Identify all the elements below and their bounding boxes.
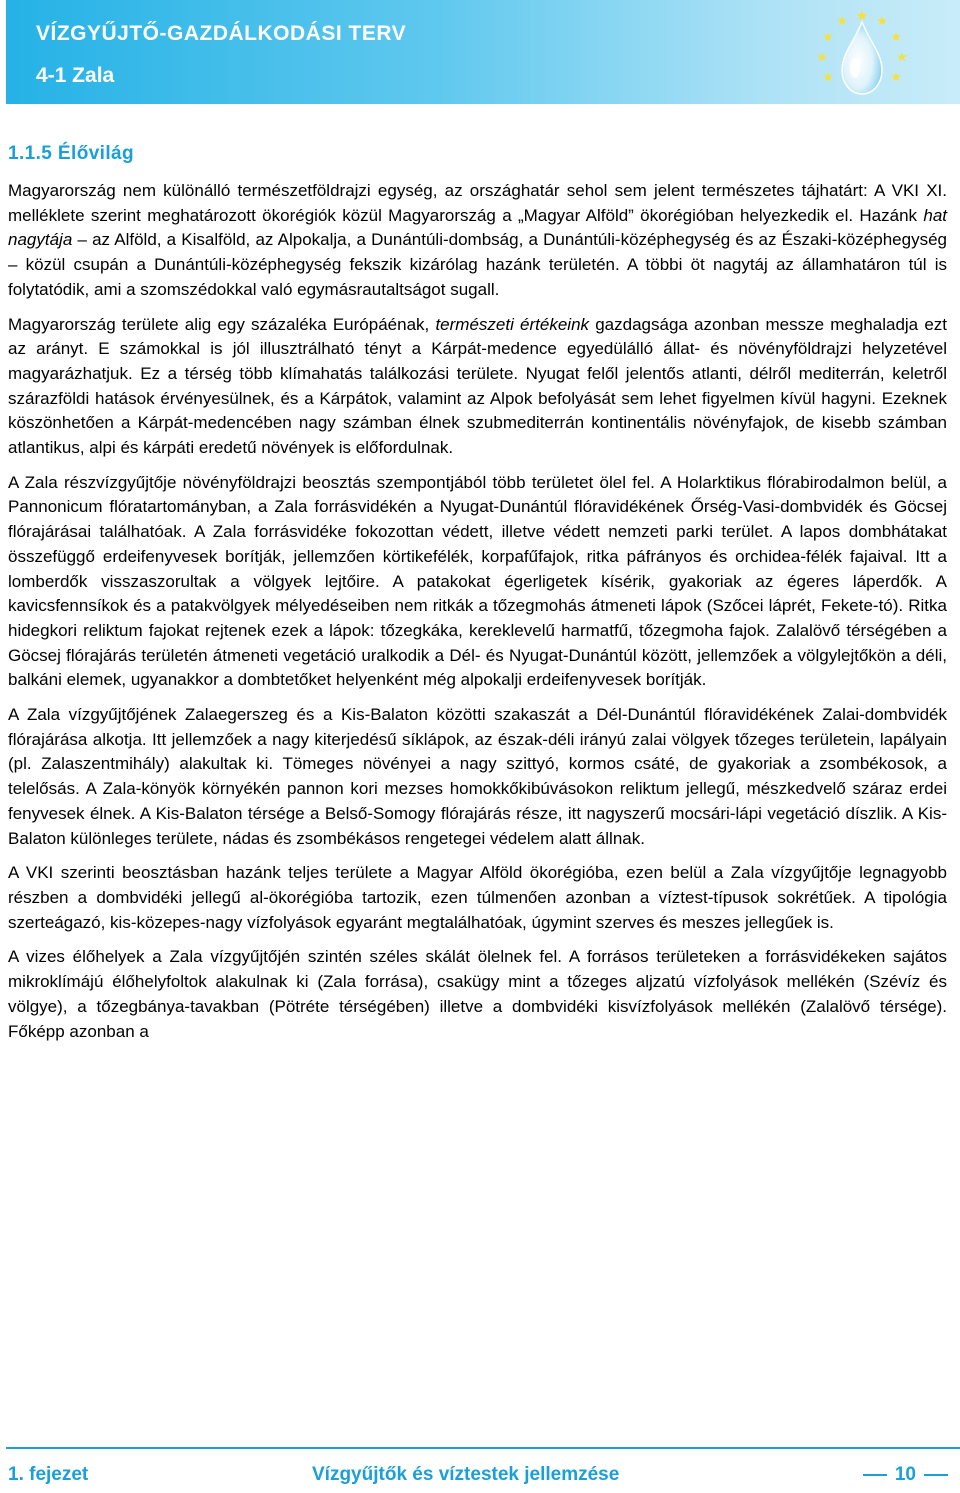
paragraph-5: A VKI szerinti beosztásban hazánk teljes területe a Magyar Alföld ökorégióba, ezen belül a Zala vízgyűjtője legnagyobb részben a dombvidéki jellegű al-ökorégióba tartozik, ezen túlmenően azonban a víztest-típusok sokrétűek. A tipológia szerteágazó, kis-közepes-nagy vízfolyások egyaránt megtalálhatóak, úgymint szerves és meszes jellegűek is. <box>8 863 947 932</box>
paragraph-1: Magyarország nem különálló természetföldrajzi egység, az országhatár sehol sem jelent természetes tájhatárt: A VKI XI. melléklete szerint meghatározott ökorégiók közül Magyarország a „Magyar Alföld” ökorégióban helyezkedik el. Hazánk hat nagytája – az Alföld, a Kisalföld, az Alpokalja, a Dunántúli-dombság, a Dunántúli-középhegység és az Északi-középhegység – közül csupán a Dunántúli-középhegység fekszik kizárólag hazánk területén. A többi öt nagytáj az államhatáron túl is folytatódik, ami a szomszédokkal való egymásrautaltságot sugall. <box>8 181 947 299</box>
paragraph-4: A Zala vízgyűjtőjének Zalaegerszeg és a Kis-Balaton közötti szakaszát a Dél-Dunántúl flóravidékének Zalai-dombvidék flórajárása alkotja. Itt jellemzőek a nagy kiterjedésű síklápok, az észak-déli irányú zalai völgyek tőzeges területein, lapályain (pl. Zalaszentmihály) alakultak ki. Tömeges növényei a nagy szittyó, kormos csáté, de gyakoriak a zsombékosok, a telelősás. A Zala-könyök környékén pannon kori mezses homokkőkibúvásokon reliktum jellegű, mészkedvelő száraz erdei fenyvesek élnek. A Kis-Balaton térsége a Belső-Somogy flórajárás része, itt nagyszerű mocsári-lápi vegetáció díszlik. A Kis-Balaton különleges területe, nádas és zsombékásos rengetegei védelem alatt állnak. <box>8 705 947 848</box>
footer-chapter: 1. fejezet <box>8 1464 89 1485</box>
dash-decoration <box>924 1474 948 1476</box>
page-footer <box>8 1464 948 1490</box>
document-subtitle: 4-1 Zala <box>36 64 115 87</box>
dash-decoration <box>863 1474 887 1476</box>
paragraph-6: A vizes élőhelyek a Zala vízgyűjtőjén szintén széles skálát ölelnek fel. A forrásos területeken a forrásvidékeken sajátos mikroklímájú élőhelyfoltok alakulnak ki (Zala forrása), csakügy mint a tőzeges aljzatú vízfolyások mellékén (Szévíz és völgye), a tőzegbánya-tavakban (Pötréte térségében) illetve a dombvidéki kisvízfolyások mellékén (Zalalövő térsége). Főképp azonban a <box>8 947 947 1041</box>
footer-page-number: 10 <box>863 1464 948 1486</box>
paragraph-3: A Zala részvízgyűjtője növényföldrajzi beosztás szempontjából több területet ölel fel. A Holarktikus flórabirodalmon belül, a Pannonicum flóratartományban, a Zala forrásvidékén a Nyugat-Dunántúl flóravidékének Őrség-Vasi-dombvidék és Göcsej flórajárásai találhatóak. A Zala forrásvidéke fokozottan védett, illetve védett nemzeti parki terület. A lapos dombhátakat összefüggő erdeifenyvesek borítják, jellemzően körtikefélék, korpafűfajok, ritka páfrányos és orchidea-félék fajaival. Itt a lomberdők visszaszorultak a völgyek lejtőire. A patakokat égerligetek kísérik, gyakoriak az égeres láperdők. A kavicsfennsíkok és a patakvölgyek mélyedéseiben nem ritkák a tőzegmohás átmeneti lápok (Szőcei láprét, Fekete-tó). Ritka hidegkori reliktum fajokat rejtenek ezek a lápok: tőzegkáka, kereklevelű harmatfű, tőzegmoha fajok. Zalalövő térségében a Göcsej flórajárás területén átmeneti vegetáció uralkodik a Dél- és Nyugat-Dunántúl között, jellemzőek a völgylejtőkön a déli, balkáni elemek, ugyanakkor a dombtetőket helyenként még alpokalji erdeifenyvesek borítják. <box>8 472 947 690</box>
eu-stars-water-drop-icon <box>814 8 910 100</box>
paragraph-2: Magyarország területe alig egy százaléka Európáénak, természeti értékeink gazdagsága azonban messze meghaladja ezt az arányt. E számokkal is jól illusztrálható tényt a Kárpát-medence egyedülálló állat- és növényföldrajzi helyzetével magyarázhatjuk. Ez a térség több klímahatás találkozási területe. Nyugat felől jelentős atlanti, délről mediterrán, keletről szárazföldi hatások érvényesülnek, és a Kárpátok, valamint az Alpok befolyását sem lehet figyelmen kívül hagyni. Ezeknek köszönhetően a Kárpát-medencében nagy számban élnek szubmediterrán kontinentális növényfajok, de kisebb számban atlantikus, alpi és kárpáti eredetű növények is előfordulnak. <box>8 314 947 458</box>
footer-divider <box>6 1447 960 1449</box>
section-heading: 1.1.5 Élővilág <box>8 143 134 164</box>
page-header <box>6 0 960 104</box>
document-title: VÍZGYŰJTŐ-GAZDÁLKODÁSI TERV <box>36 22 407 45</box>
main-content <box>8 143 947 1054</box>
footer-title: Vízgyűjtők és víztestek jellemzése <box>312 1464 620 1485</box>
